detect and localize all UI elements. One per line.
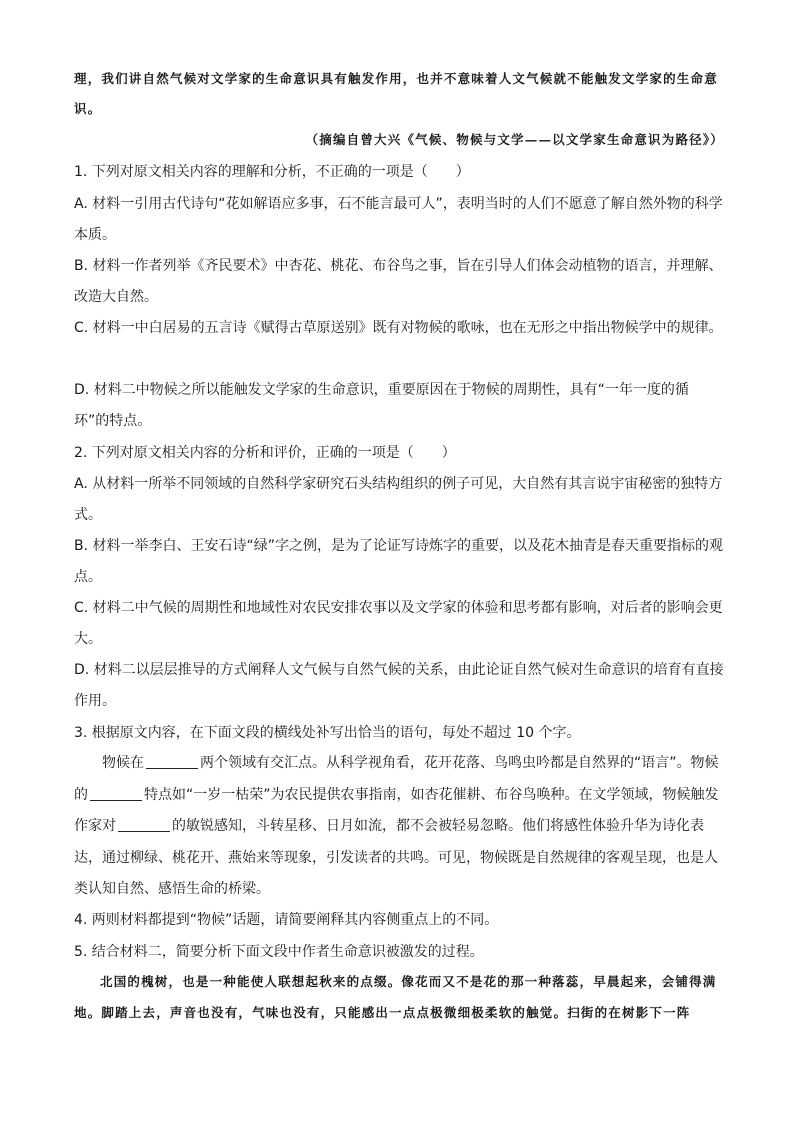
question-1-option-d: D. 材料二中物候之所以能触发文学家的生命意识，重要原因在于物候的周期性，具有“一年一度的循环”的特点。 <box>74 382 689 429</box>
question-5-passage: 北国的槐树，也是一种能使人联想起秋来的点缀。像花而又不是花的那一种落蕊，早晨起来，会铺得满地。脚踏上去，声音也没有，气味也没有，只能感出一点点极微细极柔软的触觉。扫街的在树影下一阵 <box>74 974 717 1020</box>
fill-blank-3[interactable] <box>118 817 170 832</box>
question-2-option-a: A. 从材料一所举不同领域的自然科学家研究石头结构组织的例子可见，大自然有其言说宇宙秘密的独特方式。 <box>74 476 723 523</box>
passage-seg-1: 物候在 <box>102 755 144 771</box>
fill-blank-2[interactable] <box>90 786 142 801</box>
question-1-option-c: C. 材料一中白居易的五言诗《赋得古草原送别》既有对物候的歌咏，也在无形之中指出物候学中的规律。 <box>74 320 723 336</box>
question-2-option-c: C. 材料二中气候的周期性和地域性对农民安排农事以及文学家的体验和思考都有影响，对后者的影响会更大。 <box>74 600 723 647</box>
question-3-passage <box>74 748 724 906</box>
question-5-stem: 5. 结合材料二，简要分析下面文段中作者生命意识被激发的过程。 <box>74 944 484 960</box>
fill-blank-1[interactable] <box>146 754 198 769</box>
question-1-option-b: B. 材料一作者列举《齐民要术》中杏花、桃花、布谷鸟之事，旨在引导人们体会动植物的语言，并理解、改造大自然。 <box>74 258 723 305</box>
passage-seg-4: 的敏锐感知，斗转星移、日月如流，都不会被轻易忽略。他们将感性体验升华为诗化表达，通过柳绿、桃花开、燕始来等现象，引发读者的共鸣。可见，物候既是自然规律的客观呈现，也是人类认知自然、感悟生命的桥梁。 <box>74 818 718 897</box>
question-1-stem: 1. 下列对原文相关内容的理解和分析，不正确的一项是（ ） <box>74 164 470 180</box>
question-2-option-b: B. 材料一举李白、王安石诗“绿”字之例，是为了论证写诗炼字的重要，以及花木抽青是春天重要指标的观点。 <box>74 538 724 585</box>
question-1-option-a: A. 材料一引用古代诗句“花如解语应多事，石不能言最可人”，表明当时的人们不愿意了解自然外物的科学本质。 <box>74 196 723 243</box>
passage-seg-3: 特点如“一岁一枯荣”为农民提供农事指南，如杏花催耕、布谷鸟唤种。在文学领域，物候触发作家对 <box>74 786 719 834</box>
question-2-stem: 2. 下列对原文相关内容的分析和评价，正确的一项是（ ） <box>74 445 456 461</box>
question-2-option-d: D. 材料二以层层推导的方式阐释人文气候与自然气候的关系，由此论证自然气候对生命意识的培育有直接作用。 <box>74 662 724 709</box>
source-note: （摘编自曾大兴《气候、物候与文学——以文学家生命意识为路径》） <box>305 132 724 147</box>
question-4-stem: 4. 两则材料都提到“物候”话题，请简要阐释其内容侧重点上的不同。 <box>74 912 499 928</box>
top-paragraph: 理，我们讲自然气候对文学家的生命意识具有触发作用，也并不意味着人文气候就不能触发文学家的生命意识。 <box>74 71 718 116</box>
question-3-stem: 3. 根据原文内容，在下面文段的横线处补写出恰当的语句，每处不超过 10 个字。 <box>74 725 581 741</box>
passage-seg-2: 两个领域有交汇点。从科学视角看，花开花落、鸟鸣虫吟都是自然界的“语言”。物候的 <box>74 755 719 803</box>
